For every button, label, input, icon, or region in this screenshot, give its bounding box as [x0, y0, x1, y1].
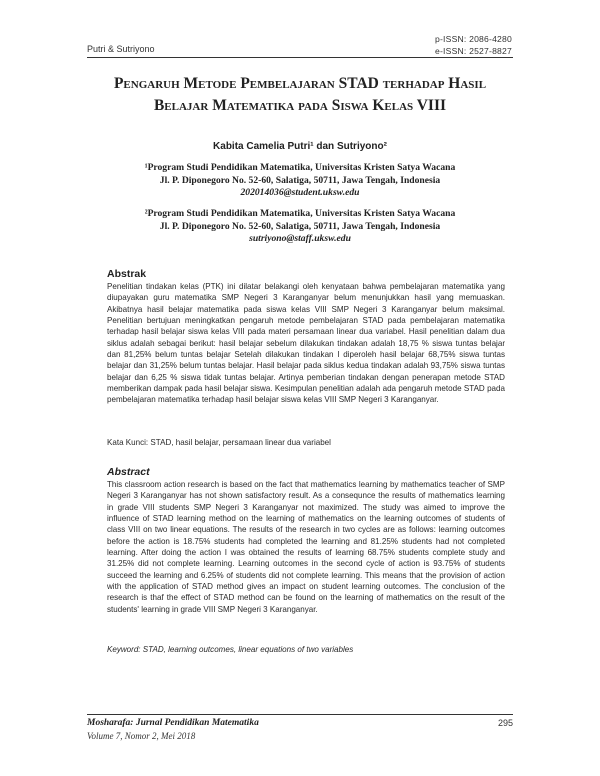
affiliation-1-email: 202014036@student.uksw.edu: [240, 187, 360, 198]
affiliation-1-address: Jl. P. Diponegoro No. 52-60, Salatiga, 50711, Jawa Tengah, Indonesia: [159, 174, 441, 186]
p-issn: p-ISSN: 2086-4280: [435, 34, 512, 44]
author-list: Kabita Camelia Putri¹ dan Sutriyono²: [213, 141, 387, 152]
affiliation-2-address: Jl. P. Diponegoro No. 52-60, Salatiga, 50711, Jawa Tengah, Indonesia: [159, 220, 441, 232]
title-line-1: Pengaruh Metode Pembelajaran STAD terhadap Hasil: [113, 75, 487, 92]
abstract-body: This classroom action research is based on the fact that mathematics learning by mathematics teacher of SMP Negeri 3 Karanganyar has not shown satisfactory result. As a consequnce the results of mathematics learning in grade VIII students SMP Negeri 3 Karanganyar not maximized. The study was aimed to improve the influence of STAD learning method on the learning of mathematics on the learning outcomes of students of class VIII on two linear equations. The results of the research in two cycles are as follows: learning outcomes before the action is 18.75% students had completed the learning and 81.25% students had not completed learning. After doing the action I was obtained the results of learning 68.75% students complete study and 31.25% did not complete learning. Learning outcomes in the second cycle of action is 93.75% of students succeed the learning and 6.25% of students did not complete learning. This means that the provision of action with the application of STAD method gives an impact on student learning outcomes. The conclusion of the research is thaf the effect of STAD method can be found on the learning of mathematics on the result of the students' learning in grade VIII SMP Negeri 3 Karanganyar.: [107, 480, 505, 614]
title-line-2: Belajar Matematika pada Siswa Kelas VIII: [153, 97, 447, 114]
abstrak-body: Penelitian tindakan kelas (PTK) ini dilatar belakangi oleh kenyataan bahwa pembelajaran matematika yang diupayakan guru matematika SMP Negeri 3 Karanganyar belum menunjukkan hasil yang memuaskan. Akibatnya hasil belajar matematika pada siswa kelas VIII SMP Negeri 3 Karanganyar belum maksimal. Penelitian bertujuan meningkatkan pengaruh metode pembelajaran STAD pada pembelajaran matematika terhadap hasil belajar siswa kelas VIII pada materi persamaan linear dua variabel. Hasil penelitian dalam dua siklus adalah sebagai berikut: hasil belajar sebelum dilakukan tindakan adalah 18,75 % siswa tuntas belajar dan 81,25% belum tuntas belajar Setelah dilakukan tindakan I diperoleh hasil belajar 68,75% siswa tuntas belajar dan 31,25% belum tuntas belajar. Hasil belajar pada siklus kedua tindakan adalah 93,75% siswa tuntas belajar dan 6,25 % siswa tidak tuntas belajar. Artinya pemberian tindakan dengan penerapan metode STAD memberikan dampak pada hasil belajar siswa. Kesimpulan penelitian adalah ada pengaruh metode STAD pada pembelajaran matematika terhadap hasil belajar siswa kelas VIII SMP Negeri 3 Karanganyar.: [107, 282, 505, 405]
e-issn: e-ISSN: 2527-8827: [435, 46, 512, 56]
footer-rule: [87, 714, 513, 715]
affiliation-1-institution: ¹Program Studi Pendidikan Matematika, Universitas Kristen Satya Wacana: [144, 162, 456, 173]
paper-title: [87, 73, 513, 117]
affiliation-2-institution: ²Program Studi Pendidikan Matematika, Universitas Kristen Satya Wacana: [144, 208, 456, 219]
affiliation-2-email: sutriyono@staff.uksw.edu: [249, 233, 351, 244]
issn-block: [435, 33, 512, 57]
page-number: 295: [497, 718, 513, 728]
journal-volume: Volume 7, Nomor 2, Mei 2018: [87, 731, 196, 741]
abstrak-keywords: Kata Kunci: STAD, hasil belajar, persamaan linear dua variabel: [107, 438, 331, 447]
abstract-heading: Abstract: [107, 466, 150, 478]
abstract-keywords: Keyword: STAD, learning outcomes, linear equations of two variables: [107, 645, 354, 654]
abstrak-heading: Abstrak: [107, 268, 147, 280]
affiliation-2: [87, 208, 513, 246]
running-head: Putri & Sutriyono: [87, 44, 155, 54]
header-rule: [87, 57, 513, 58]
journal-name: Mosharafa: Jurnal Pendidikan Matematika: [87, 718, 259, 728]
affiliation-1: [87, 162, 513, 200]
